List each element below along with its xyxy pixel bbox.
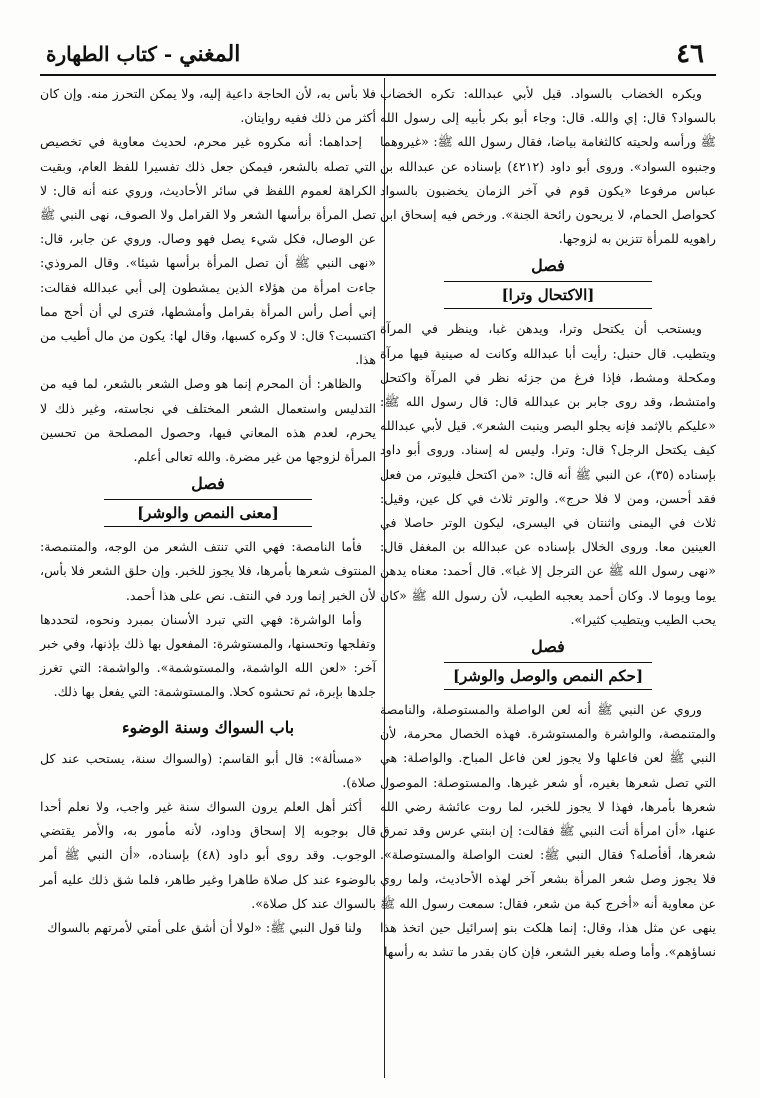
book-name: المغني (179, 41, 241, 67)
section-marker: فصل (531, 256, 565, 276)
left-column (40, 82, 376, 940)
section-heading: [معنى النمص والوشر] (104, 499, 312, 527)
paragraph: والظاهر: أن المحرم إنما هو وصل الشعر بالشعر، لما فيه من التدليس واستعمال الشعر المختلف في نجاسته، وغير ذلك لا يحرم، لعدم هذه المعاني فيها، وحصول المصلحة من تحسين المرأة لزوجها من غير مضرة. والله تعالى أعلم. (40, 376, 376, 465)
book-section: - كتاب الطهارة (46, 42, 173, 66)
paragraph: فلا بأس به، لأن الحاجة داعية إليه، ولا يمكن التحرز منه. وإن كان أكثر من ذلك ففيه روايتان. (40, 86, 376, 126)
paragraph: إحداهما: أنه مكروه غير محرم، لحديث معاوية في تخصيص التي تصله بالشعر، فيمكن جعل ذلك تفسيرا للفظ العام، وبقيت الكراهة لعموم اللفظ في سائر الأحاديث، وروي عنه أنه قال: لا تصل المرأة برأسها الشعر ولا القرامل ولا الصوف، نهى النبي ﷺ عن الوصال، فكل شيء يصل فهو وصال. وروي عن جابر، قال: «نهى النبي ﷺ أن تصل المرأة برأسها شيئا». وقال المروذي: جاءت امرأة من هؤلاء الذين يمشطون إلى أبي عبدالله فقالت: إني أصل رأس المرأة بقرامل وأمشطها، فترى لي أن أحج مما اكتسبت؟ قال: لا وكره كسبها، وقال لها: يكون من مال أطيب من هذا. (40, 134, 376, 368)
paragraph: وأما الواشرة: فهي التي تبرد الأسنان بمبرد ونحوه، لتحددها وتفلجها وتحسنها، والمستوشرة: المفعول بها ذلك بإذنها، وفي خبر آخر: «لعن الله الواشمة، والمستوشمة». والواشمة: التي تغرز جلدها بإبرة، ثم تحشوه كحلا. والمستوشمة: التي يفعل بها ذلك. (40, 611, 376, 700)
paragraph: ويستحب أن يكتحل وترا، ويدهن غبا، وينظر في المرآة ويتطيب. قال حنبل: رأيت أبا عبدالله وكانت له صينية فيها مرآة ومكحلة ومشط، فإذا فرغ من جزئه نظر في المرآة واكتحل وامتشط، وقد روى جابر بن عبدالله قال: قال رسول الله ﷺ: «عليكم بالإثمد فإنه يجلو البصر وينبت الشعر». قيل لأبي عبدالله كيف يكتحل الرجل؟ قال: وترا. وليس له إسناد. وروى أبو داود بإسناده (٣٥)، عن النبي ﷺ أنه قال: «من اكتحل فليوتر، من فعل فقد أحسن، ومن لا فلا حرج». والوتر ثلاث في كل عين، وقيل: ثلاث في اليمنى واثنتان في اليسرى، ليكون الوتر حاصلا في العينين معا. وروى الخلال بإسناده عن عبدالله بن المغفل قال: «نهى رسول الله ﷺ عن الترجل إلا غبا». قال أحمد: معناه يدهن يوما ويوما لا. وكان أحمد يعجبه الطيب، لأن رسول الله ﷺ «كان يحب الطيب ويتطيب كثيرا». (380, 321, 716, 627)
right-column (380, 82, 716, 964)
paragraph: أكثر أهل العلم يرون السواك سنة غير واجب، ولا نعلم أحدا قال بوجوبه إلا إسحاق وداود، لأنه مأمور به، والأمر يقتضي الوجوب. وقد روى أبو داود (٤٨) بإسناده، «أن النبي ﷺ أمر بالوضوء عند كل صلاة طاهرا وغير طاهر، فلما شق ذلك عليه أمر بالسواك عند كل صلاة». (40, 799, 376, 911)
paragraph: وروي عن النبي ﷺ أنه لعن الواصلة والمستوصلة، والنامصة والمتنمصة، والواشرة والمستوشرة. فهذه الخصال محرمة، لأن النبي ﷺ لعن فاعلها ولا يجوز لعن فاعل المباح. والواصلة: هي التي تصل شعرها بغيره، أو شعر غيرها. والمستوصلة: الموصول شعرها بأمرها، فهذا لا يجوز للخبر، لما روت عائشة رضي الله عنها، «أن امرأة أتت النبي ﷺ فقالت: إن ابنتي عرس وقد تمرق شعرها، أفأصله؟ فقال النبي ﷺ: لعنت الواصلة والمستوصلة». فلا يجوز وصل شعر المرأة بشعر آخر لهذه الأحاديث، ولما روي عن معاوية أنه «أخرج كبة من شعر، فقال: سمعت رسول الله ﷺ ينهى عن مثل هذا، وقال: إنما هلكت بنو إسرائيل حين اتخذ هذا نساؤهم». وأما وصله بغير الشعر، فإن كان بقدر ما تشد به رأسها (380, 702, 716, 960)
section-marker: فصل (191, 474, 225, 494)
masala-paragraph: «مسألة»: قال أبو القاسم: (والسواك سنة، يستحب عند كل صلاة). (40, 750, 376, 790)
paragraph: ولنا قول النبي ﷺ: «لولا أن أشق على أمتي لأمرتهم بالسواك (47, 920, 362, 936)
page-number: ٤٦ (676, 39, 704, 69)
running-title (46, 41, 240, 67)
paragraph: ويكره الخضاب بالسواد. قيل لأبي عبدالله: تكره الخضاب بالسواد؟ قال: إي والله. قال: وجاء أبو بكر بأبيه إلى رسول الله ﷺ ورأسه ولحيته كالثغامة بياضا، فقال رسول الله ﷺ: «غيروهما وجنبوه السواد». وروى أبو داود (٤٢١٢) بإسناده عن عبدالله بن عباس مرفوعا «يكون قوم في آخر الزمان يخضبون بالسواد كحواصل الحمام، لا يريحون رائحة الجنة». ورخص فيه إسحاق ابن راهويه للمرأة تتزين به لزوجها. (380, 86, 716, 247)
section-heading: [الاكتحال وترا] (444, 281, 652, 309)
page-header (40, 34, 716, 76)
paragraph: فأما النامصة: فهي التي تنتف الشعر من الوجه، والمتنمصة: المنتوف شعرها بأمرها، فلا يجوز للخبر. وإن حلق الشعر فلا بأس، لأن الخبر إنما ورد في النتف. نص على هذا أحمد. (40, 539, 376, 603)
chapter-heading: باب السواك وسنة الوضوء (121, 717, 295, 737)
section-heading: [حكم النمص والوصل والوشر] (444, 662, 652, 690)
section-marker: فصل (531, 637, 565, 657)
